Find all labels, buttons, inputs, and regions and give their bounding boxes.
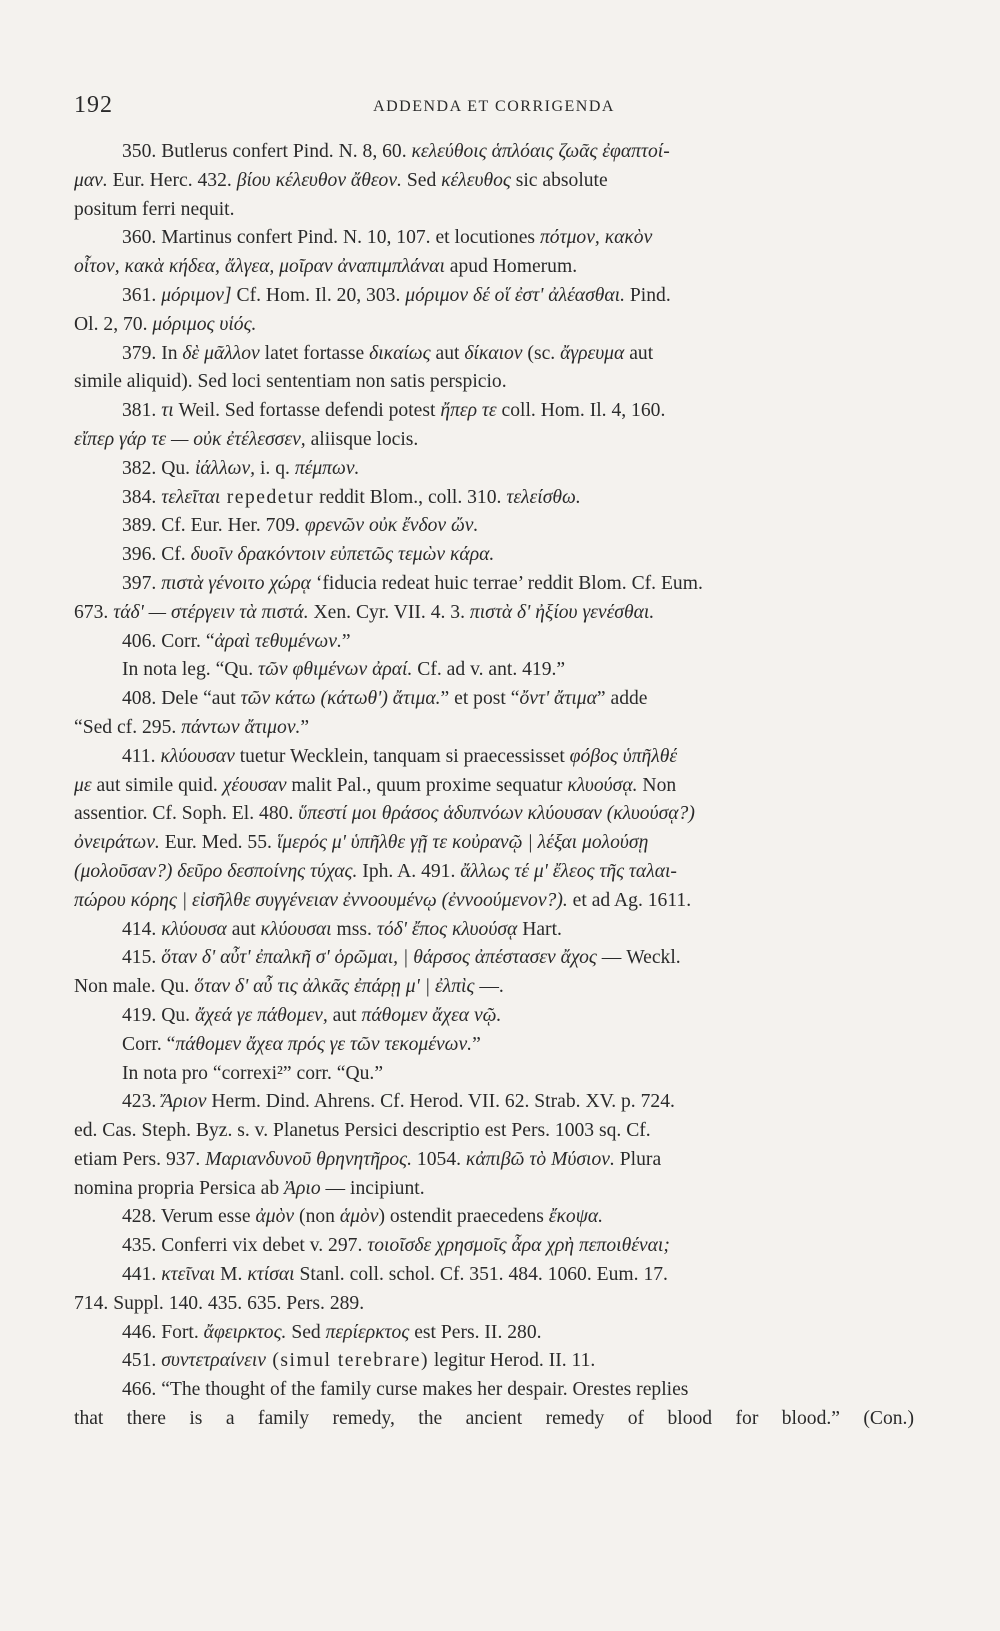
greek-text: δικαίως (369, 342, 431, 364)
latin-text: 379. In (122, 342, 183, 364)
note-line (74, 829, 914, 858)
latin-text: (simul terebrare) (265, 1350, 429, 1372)
greek-text: κέλευθος (441, 169, 511, 191)
running-head: ADDENDA ET CORRIGENDA (373, 98, 615, 115)
latin-text: Eur. Herc. 432. (107, 169, 237, 191)
greek-text: βίου κέλευθον ἄθεον. (236, 169, 402, 191)
latin-text: Xen. Cyr. VII. 4. 3. (308, 601, 470, 623)
greek-text: ἄχεά γε πάθομεν, (194, 1004, 328, 1026)
greek-text: μαν. (74, 169, 108, 191)
latin-text: 396. Cf. (122, 544, 191, 566)
greek-text: με (74, 774, 92, 796)
greek-text: ἄφειρκτος. (203, 1321, 287, 1343)
page-number: 192 (74, 92, 113, 118)
greek-text: κλύουσαι (260, 918, 332, 940)
latin-text: aut (624, 342, 654, 364)
latin-text: 451. (122, 1350, 162, 1372)
page-header (74, 92, 914, 132)
notes-body (74, 138, 914, 1434)
note-line (74, 368, 914, 397)
note-line (74, 1405, 914, 1434)
note-line (74, 973, 914, 1002)
greek-text: πάθομεν ἄχεα νῷ. (361, 1004, 502, 1026)
latin-text: etiam Pers. 937. (74, 1148, 206, 1170)
latin-text: apud Homerum. (444, 256, 578, 278)
latin-text: Non (637, 774, 677, 796)
greek-text: φρενῶν οὐκ ἔνδον ὤν. (304, 515, 479, 537)
note-line (74, 541, 914, 570)
latin-text: ” (341, 630, 351, 652)
greek-text: (μολοῦσαν?) δεῦρο δεσποίνης τύχας. (74, 860, 358, 882)
note-line (74, 1376, 914, 1405)
greek-text: δυοῖν δρακόντοιν εὐπετῶς τεμὼν κάρα. (190, 544, 495, 566)
note-line (74, 340, 914, 369)
latin-text: ed. Cas. Steph. Byz. s. v. Planetus Persici descriptio est Pers. 1003 sq. Cf. (74, 1120, 651, 1142)
latin-text: Non male. Qu. (74, 976, 195, 998)
latin-text: 350. Butlerus confert Pind. N. 8, 60. (122, 141, 412, 162)
latin-text: coll. Hom. Il. 4, 160. (496, 400, 666, 422)
latin-text: In nota pro “correxi²” corr. “Qu.” (122, 1062, 384, 1084)
greek-text: κλύουσα (161, 918, 227, 940)
greek-text: ἄγρευμα (560, 342, 625, 364)
latin-text: Ol. 2, 70. (74, 313, 153, 335)
note-line (74, 484, 914, 513)
latin-text: 673. (74, 601, 114, 623)
latin-text: — incipiunt. (320, 1177, 425, 1199)
note-line (74, 944, 914, 973)
note-line (74, 772, 914, 801)
greek-text: τελείσθω. (506, 486, 581, 508)
note-line (74, 1175, 914, 1204)
greek-text: πάντων ἄτιμον. (181, 716, 301, 738)
latin-text: 1054. (412, 1148, 466, 1170)
latin-text: latet fortasse (259, 342, 370, 364)
greek-text: κἀπιβῶ τὸ Μύσιον. (465, 1148, 615, 1170)
note-line (74, 570, 914, 599)
greek-text: τι (161, 400, 174, 422)
greek-text: πιστὰ γένοιτο χώρᾳ (161, 572, 311, 594)
greek-text: ὄντ' ἄτιμα (519, 688, 597, 710)
latin-text: 406. Corr. “ (122, 630, 215, 652)
latin-text: Sed (286, 1321, 326, 1343)
note-line (74, 916, 914, 945)
note-line (74, 656, 914, 685)
note-line (74, 512, 914, 541)
latin-text: simile aliquid). Sed loci sententiam non satis perspicio. (74, 371, 507, 393)
greek-text: τελεῖται (161, 486, 221, 508)
latin-text: (sc. (522, 342, 561, 364)
note-line (74, 1203, 914, 1232)
latin-text: Cf. ad v. ant. 419.” (412, 659, 566, 681)
greek-text: τόδ' ἔπος κλυούσᾳ (376, 918, 518, 940)
latin-text: 381. (122, 400, 162, 422)
latin-text: i. q. (255, 457, 295, 479)
greek-text: κτίσαι (247, 1264, 295, 1286)
latin-text: —. (474, 976, 504, 998)
note-line (74, 743, 914, 772)
latin-text: 382. Qu. (122, 457, 195, 479)
latin-text: aliisque locis. (305, 428, 419, 450)
latin-text: 397. (122, 572, 162, 594)
greek-text: φόβος ὑπῆλθέ (569, 745, 678, 767)
note-line (74, 1117, 914, 1146)
latin-text: Pind. (625, 284, 671, 306)
note-line (74, 397, 914, 426)
latin-text: Stanl. coll. schol. Cf. 351. 484. 1060. Eum. 17. (294, 1264, 668, 1286)
note-line (74, 628, 914, 657)
greek-text: ὅταν δ' αὖτ' ἐπαλκῆ σ' ὁρῶμαι, | θάρσος ἀπέστασεν ἄχος (161, 947, 597, 969)
greek-text: ἵμερός μ' ὑπῆλθε γῇ τε κοὐρανῷ | λέξαι μολούσῃ (276, 832, 649, 854)
latin-text: sic absolute (510, 169, 608, 191)
greek-text: ἰάλλων, (194, 457, 256, 479)
note-line (74, 224, 914, 253)
latin-text: 360. Martinus confert Pind. N. 10, 107. et locutiones (122, 227, 540, 249)
greek-text: ἄλλως τέ μ' ἔλεος τῆς ταλαι- (460, 860, 677, 882)
greek-text: τάδ' — στέργειν τὰ πιστά. (113, 601, 309, 623)
latin-text: est Pers. II. 280. (409, 1321, 542, 1343)
latin-text: assentior. Cf. Soph. El. 480. (74, 803, 299, 825)
note-line (74, 253, 914, 282)
latin-text: 411. (122, 745, 161, 767)
note-line (74, 858, 914, 887)
greek-text: οἶτον, κακὰ κήδεα, ἄλγεα, μοῖραν ἀναπιμπλάναι (74, 256, 445, 278)
latin-text: 415. (122, 947, 162, 969)
greek-text: ὀνειράτων. (74, 832, 160, 854)
latin-text: Eur. Med. 55. (159, 832, 277, 854)
latin-text: “Sed cf. 295. (74, 716, 182, 738)
latin-text: ” (472, 1033, 481, 1055)
greek-text: κλυούσᾳ. (567, 774, 638, 796)
greek-text: πώρου κόρης | εἰσῆλθε συγγένειαν ἐννοουμένῳ (ἐννοούμενον?). (74, 889, 568, 911)
latin-text: aut (327, 1004, 362, 1026)
note-line (74, 1290, 914, 1319)
greek-text: Ἀριο (284, 1177, 321, 1199)
greek-text: Ἄριον (161, 1091, 207, 1113)
latin-text: 408. Dele “aut (122, 688, 241, 710)
latin-text: aut simile quid. (91, 774, 223, 796)
note-line (74, 1146, 914, 1175)
latin-text: 714. Suppl. 140. 435. 635. Pers. 289. (74, 1292, 365, 1314)
latin-text: 428. Verum esse (122, 1206, 256, 1228)
latin-text: Weil. Sed fortasse defendi potest (173, 400, 441, 422)
greek-text: μόριμον δέ οἵ ἐστ' ἀλέασθαι. (405, 284, 626, 306)
latin-text: ) ostendit praecedens (378, 1206, 549, 1228)
greek-text: ὅταν δ' αὖ τις ἀλκᾶς ἐπάρῃ μ' | ἐλπὶς (194, 976, 475, 998)
greek-text: δὲ μᾶλλον (182, 342, 260, 364)
latin-text: positum ferri nequit. (74, 198, 235, 220)
note-line (74, 455, 914, 484)
greek-text: κελεύθοις ἁπλόαις ζωᾶς ἐφαπτοί- (411, 141, 670, 162)
greek-text: ἤπερ τε (440, 400, 497, 422)
latin-text: Iph. A. 491. (357, 860, 461, 882)
latin-text: aut (226, 918, 261, 940)
note-line (74, 1232, 914, 1261)
latin-text: 435. Conferri vix debet v. 297. (122, 1235, 368, 1257)
note-line (74, 800, 914, 829)
latin-text: — Weckl. (596, 947, 681, 969)
latin-text: 446. Fort. (122, 1321, 204, 1343)
greek-text: πότμον, κακὸν (539, 227, 653, 249)
greek-text: κλύουσαν (160, 745, 235, 767)
greek-text: ὕπεστί μοι θράσος ἁδυπνόων κλύουσαν (κλυούσᾳ?) (298, 803, 695, 825)
latin-text: In nota leg. “Qu. (122, 659, 259, 681)
latin-text: Plura (614, 1148, 662, 1170)
note-line (74, 714, 914, 743)
latin-text: 466. “The thought of the family curse makes her despair. Orestes replies (122, 1379, 689, 1401)
latin-text: ‘fiducia redeat huic terrae’ reddit Blom. Cf. Eum. (310, 572, 703, 594)
greek-text: εἴπερ γάρ τε — οὐκ ἐτέλεσσεν, (74, 428, 306, 450)
latin-text: ” adde (596, 688, 648, 710)
latin-text: M. (215, 1264, 248, 1286)
greek-text: μόριμος υἱός. (152, 313, 257, 335)
note-line (74, 167, 914, 196)
latin-text: mss. (331, 918, 377, 940)
latin-text: et ad Ag. 1611. (567, 889, 692, 911)
note-line (74, 1088, 914, 1117)
greek-text: Μαριανδυνοῦ θρηνητῆρος. (205, 1148, 413, 1170)
note-line (74, 282, 914, 311)
greek-text: δίκαιον (464, 342, 523, 364)
latin-text: 419. Qu. (122, 1004, 195, 1026)
greek-text: κτεῖναι (161, 1264, 216, 1286)
latin-text: 361. (122, 284, 162, 306)
latin-text: Hart. (517, 918, 562, 940)
latin-text: Cf. Hom. Il. 20, 303. (231, 284, 406, 306)
latin-text: 441. (122, 1264, 162, 1286)
latin-text: repedetur (220, 486, 315, 508)
greek-text: τῶν φθιμένων ἀραί. (258, 659, 413, 681)
note-line (74, 426, 914, 455)
greek-text: πιστὰ δ' ἠξίου γενέσθαι. (469, 601, 655, 623)
note-line (74, 599, 914, 628)
latin-text: ” et post “ (440, 688, 520, 710)
latin-text: nomina propria Persica ab (74, 1177, 285, 1199)
latin-text: legitur Herod. II. 11. (428, 1350, 596, 1372)
greek-text: ἀραὶ τεθυμένων. (214, 630, 342, 652)
greek-text: πέμπων. (294, 457, 360, 479)
greek-text: ἔκοψα. (548, 1206, 604, 1228)
latin-text: 423. (122, 1091, 162, 1113)
latin-text: reddit Blom., coll. 310. (314, 486, 507, 508)
note-line (74, 1319, 914, 1348)
latin-text: Corr. “ (122, 1033, 176, 1055)
greek-text: τῶν κάτω (κάτωθ') ἄτιμα. (240, 688, 441, 710)
note-line (74, 138, 914, 167)
greek-text: περίερκτος (325, 1321, 410, 1343)
greek-text: χέουσαν (222, 774, 287, 796)
latin-text: (non (294, 1206, 340, 1228)
latin-text: aut (430, 342, 465, 364)
greek-text: πάθομεν ἄχεα πρός γε τῶν τεκομένων. (175, 1033, 473, 1055)
note-line (74, 1347, 914, 1376)
latin-text: 384. (122, 486, 162, 508)
note-line (74, 1002, 914, 1031)
note-line (74, 1261, 914, 1290)
latin-text: that there is a family remedy, the ancient remedy of blood for blood.” (Con.) (74, 1408, 914, 1430)
greek-text: τοιοῖσδε χρησμοῖς ἆρα χρὴ πεποιθέναι; (367, 1235, 670, 1257)
note-line (74, 685, 914, 714)
latin-text: Sed (401, 169, 442, 191)
note-line (74, 311, 914, 340)
note-line (74, 1031, 914, 1060)
latin-text: Herm. Dind. Ahrens. Cf. Herod. VII. 62. Strab. XV. p. 724. (206, 1091, 675, 1113)
latin-text: ” (300, 716, 310, 738)
note-line (74, 887, 914, 916)
greek-text: ἀμὸν (255, 1206, 295, 1228)
greek-text: μόριμον] (161, 284, 232, 306)
greek-text: συντετραίνειν (161, 1350, 266, 1372)
note-line (74, 196, 914, 225)
latin-text: malit Pal., quum proxime sequatur (286, 774, 568, 796)
latin-text: tuetur Wecklein, tanquam si praecessisset (234, 745, 570, 767)
note-line (74, 1060, 914, 1089)
latin-text: 389. Cf. Eur. Her. 709. (122, 515, 305, 537)
latin-text: 414. (122, 918, 162, 940)
greek-text: ἁμὸν (339, 1206, 379, 1228)
